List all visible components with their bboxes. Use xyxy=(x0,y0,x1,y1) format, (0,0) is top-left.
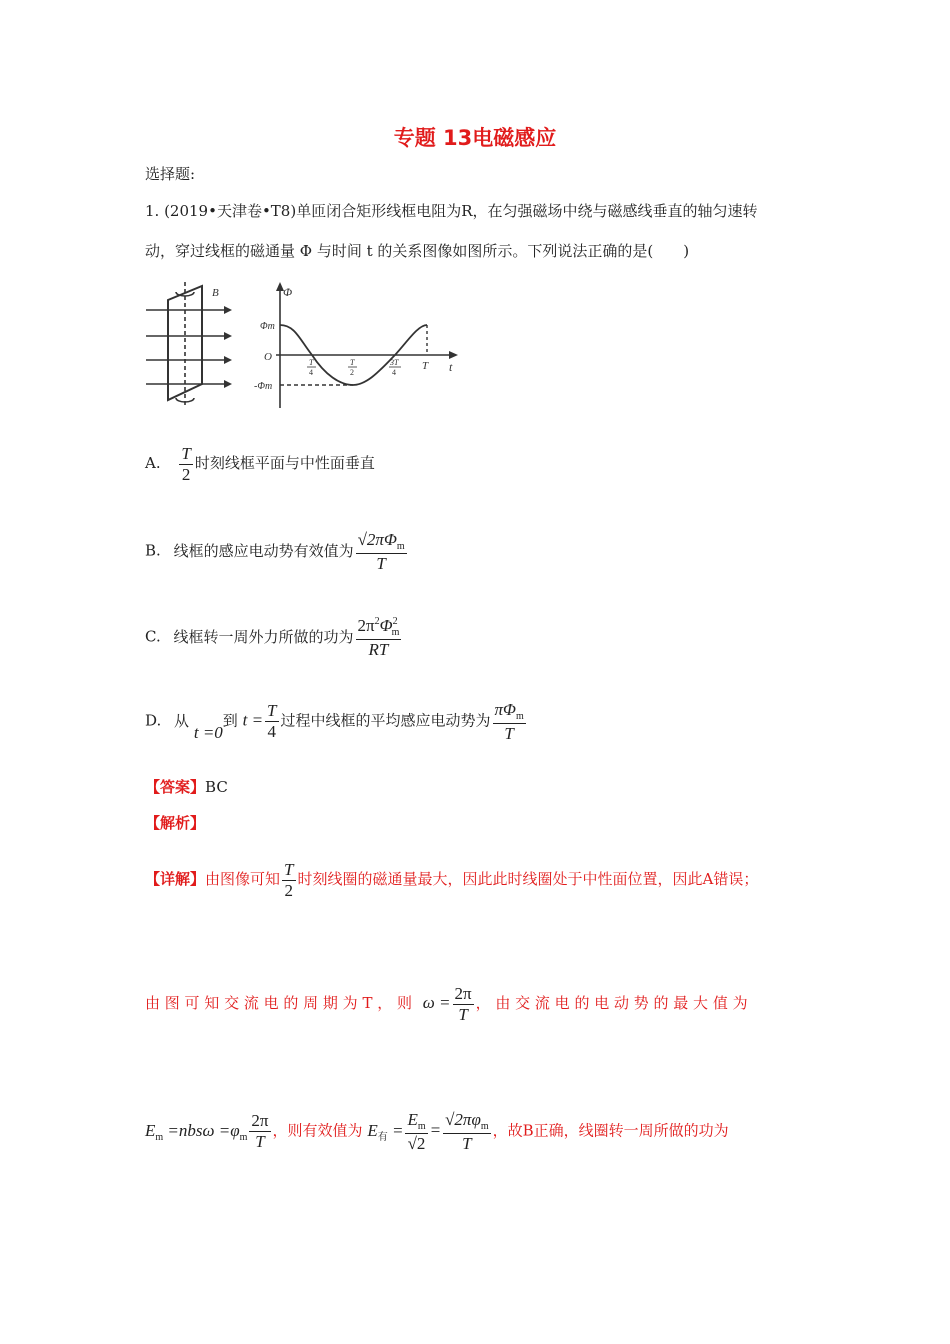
option-c-label: C. xyxy=(145,627,161,646)
option-a-label: A. xyxy=(145,454,161,473)
t-axis-arrow xyxy=(449,351,458,359)
option-b-num: √2πΦ xyxy=(357,530,397,549)
analysis-tag: 【解析】 xyxy=(145,814,206,832)
detail-line-1: 【详解】由图像可知 $\frac{T}{2}$ 时刻线圈的磁通量最大，因此此时线圈处于中性面位置，因此A错误； xyxy=(145,860,759,900)
neg-phim-label: -Φm xyxy=(254,381,273,392)
answer-value: BC xyxy=(205,778,228,796)
option-d-label: D. xyxy=(145,711,162,730)
detail-line3-fraction-2: $\frac{E_m}{√2}$ xyxy=(407,1110,426,1153)
detail-line1-fraction: $\frac{T}{2}$ xyxy=(284,860,294,900)
option-a-frac-num: T xyxy=(181,444,191,463)
rotation-arrow-bottom xyxy=(176,398,194,402)
option-a-text: 时刻线框平面与中性面垂直 xyxy=(194,454,375,473)
figure-diagram xyxy=(140,280,465,410)
answer-line xyxy=(145,776,228,797)
detail-tag: 【详解】 xyxy=(145,870,206,889)
detail-line3-fraction-3: $\frac{√2\pi\varphi_m}{T}$ xyxy=(445,1110,489,1153)
option-b-den: T xyxy=(376,553,386,573)
tick-T: T xyxy=(422,360,429,372)
option-a xyxy=(145,444,375,484)
tick-t2-den: 2 xyxy=(350,368,354,377)
option-d-text: 过程中线框的平均感应电动势为 xyxy=(280,711,491,730)
option-d-fraction-2: $\frac{\pi\Phi_m}{T}$ xyxy=(494,700,524,743)
phi-axis-label: Φ xyxy=(283,285,293,299)
tick-3t4-den: 4 xyxy=(392,368,396,377)
option-b-label: B. xyxy=(145,541,161,560)
detail-line2-fraction: $\frac{2\pi}{T}$ xyxy=(454,984,472,1024)
tick-t2-num: T xyxy=(350,358,355,367)
option-c xyxy=(145,616,403,659)
phim-label: Φm xyxy=(260,321,275,332)
option-b-fraction: $\frac{√2\pi\Phi_m}{T}$ xyxy=(357,530,405,573)
detail-line3-fraction-1: $\frac{2\pi}{T}$ xyxy=(251,1111,269,1152)
graph-axes xyxy=(276,288,452,408)
coil-diagram xyxy=(146,282,226,406)
question-line-2: 动，穿过线框的磁通量 Φ 与时间 t 的关系图像如图所示。下列说法正确的是( ) xyxy=(145,242,690,260)
option-c-fraction: $\frac{2\pi^2\Phi^2_m}{RT}$ xyxy=(357,616,400,659)
option-d-teq: t = xyxy=(242,710,264,730)
t-axis-label: t xyxy=(449,360,453,374)
page-title: 专题 13电磁感应 xyxy=(393,126,557,150)
option-d xyxy=(145,700,528,743)
tick-3t4-num: 3T xyxy=(390,358,399,367)
option-d-fraction-1: $\frac{T}{4}$ xyxy=(267,701,277,742)
option-d-to: 到 xyxy=(222,711,238,730)
question-line-1: 1. (2019•天津卷•T8)单匝闭合矩形线框电阻为R，在匀强磁场中绕与磁感线垂直的轴匀速转 xyxy=(145,202,758,220)
tick-t4-num: T xyxy=(309,358,314,367)
option-d-from: 从 xyxy=(174,711,190,730)
field-arrowheads xyxy=(224,306,232,388)
option-c-text: 线框转一周外力所做的功为 xyxy=(173,627,354,646)
section-heading: 选择题: xyxy=(145,165,196,183)
detail-line-3: $E_m =nbs\omega =\varphi_m$ $\frac{2\pi}{T}$ ，则有效值为 $E_有$ = $\frac{E_m}{√2}$ = $\frac{√2\pi\varphi_m}{T}$ ，故B正确，线圈转一周所做的功为 xyxy=(145,1110,729,1153)
origin-label: O xyxy=(264,351,272,363)
option-a-frac-den: 2 xyxy=(181,464,191,484)
b-label: B xyxy=(212,287,219,299)
option-d-t0: t =0 xyxy=(193,722,223,742)
detail-line-2: 由 图 可 知 交 流 电 的 周 期 为 T ， 则 ω = $\frac{2\pi}{T}$ ， 由 交 流 电 的 电 动 势 的 最 大 值 为 xyxy=(145,984,748,1024)
tick-t4-den: 4 xyxy=(309,368,313,377)
option-b xyxy=(145,530,409,573)
answer-tag: 【答案】 xyxy=(145,778,206,796)
option-b-text: 线框的感应电动势有效值为 xyxy=(173,541,354,560)
option-c-den: RT xyxy=(368,639,389,659)
option-a-fraction xyxy=(179,444,192,484)
